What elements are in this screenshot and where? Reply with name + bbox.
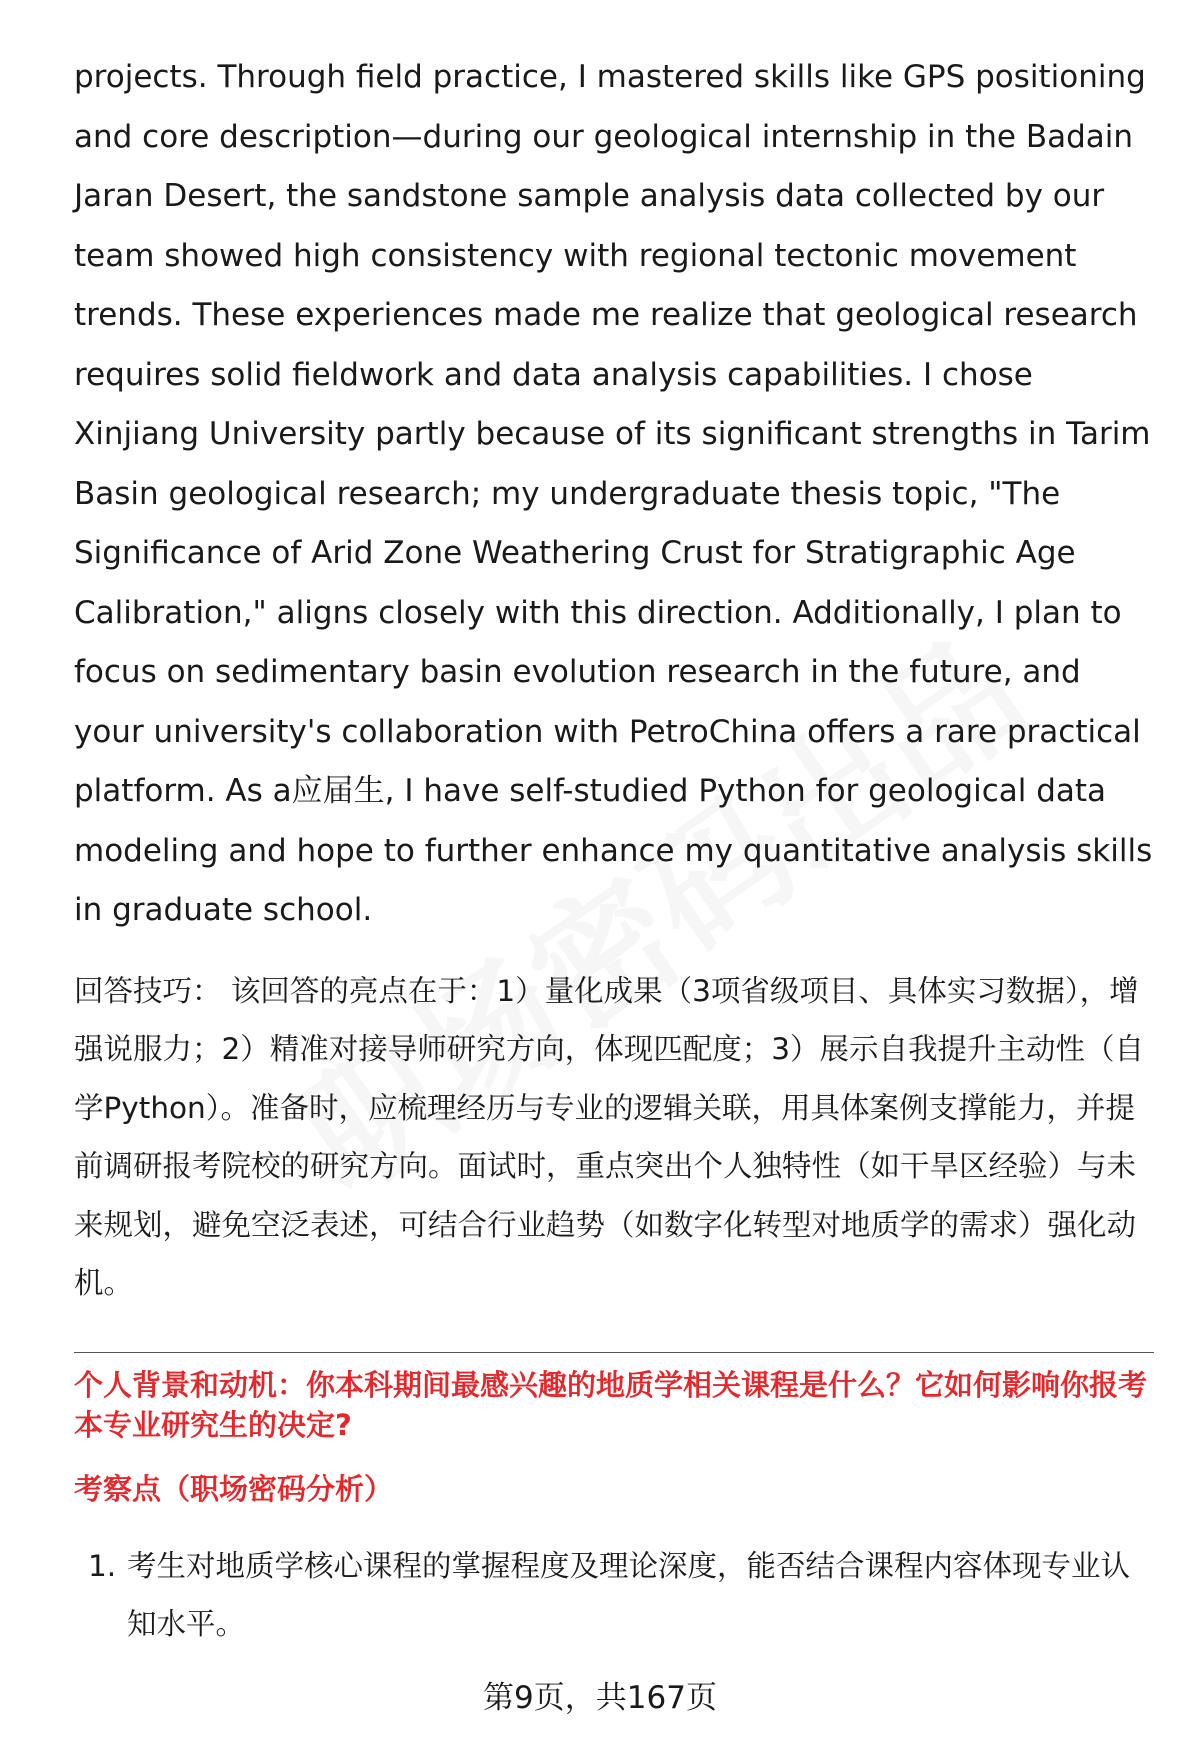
question-title: 个人背景和动机：你本科期间最感兴趣的地质学相关课程是什么？它如何影响你报考本专业研究生的决定? <box>74 1367 1148 1442</box>
answer-tips-paragraph: 回答技巧： 该回答的亮点在于：1）量化成果（3项省级项目、具体实习数据），增强说服力；2）精准对接导师研究方向，体现匹配度；3）展示自我提升主动性（自学Python）。准备时，应梳理经历与专业的逻辑关联，用具体案例支撑能力，并提前调研报考院校的研究方向。面试时，重点突出个人独特性（如干旱区经验）与未来规划，避免空泛表述，可结合行业趋势（如数字化转型对地质学的需求）强化动机。 <box>74 973 1145 1300</box>
body-paragraph: projects. Through field practice, I mastered skills like GPS positioning and core description—during our geological internship in the Badain Jaran Desert, the sandstone sample analysis data collected by our team showed high consistency with regional tectonic movement trends. These experiences made me realize that geological research requires solid fieldwork and data analysis capabilities. I chose Xinjiang University partly because of its significant strengths in Tarim Basin geological research; my undergraduate thesis topic, "The Significance of Arid Zone Weathering Crust for Stratigraphic Age Calibration," aligns closely with this direction. Additionally, I plan to focus on sedimentary basin evolution research in the future, and your university's collaboration with PetroChina offers a rare practical platform. As a应届生, I have self-studied Python for geological data modeling and hope to further enhance my quantitative analysis skills in graduate school. <box>74 59 1153 928</box>
section-divider <box>74 1352 1154 1353</box>
list-item-number: 1. <box>88 1548 117 1583</box>
document-page <box>74 48 1154 1654</box>
list-item <box>74 1537 1154 1654</box>
page-footer: 第9页，共167页 <box>483 1680 717 1716</box>
assessment-points-list <box>74 1537 1154 1654</box>
list-item-text: 考生对地质学核心课程的掌握程度及理论深度，能否结合课程内容体现专业认知水平。 <box>127 1548 1131 1641</box>
section-heading: 考察点（职场密码分析） <box>74 1471 394 1506</box>
